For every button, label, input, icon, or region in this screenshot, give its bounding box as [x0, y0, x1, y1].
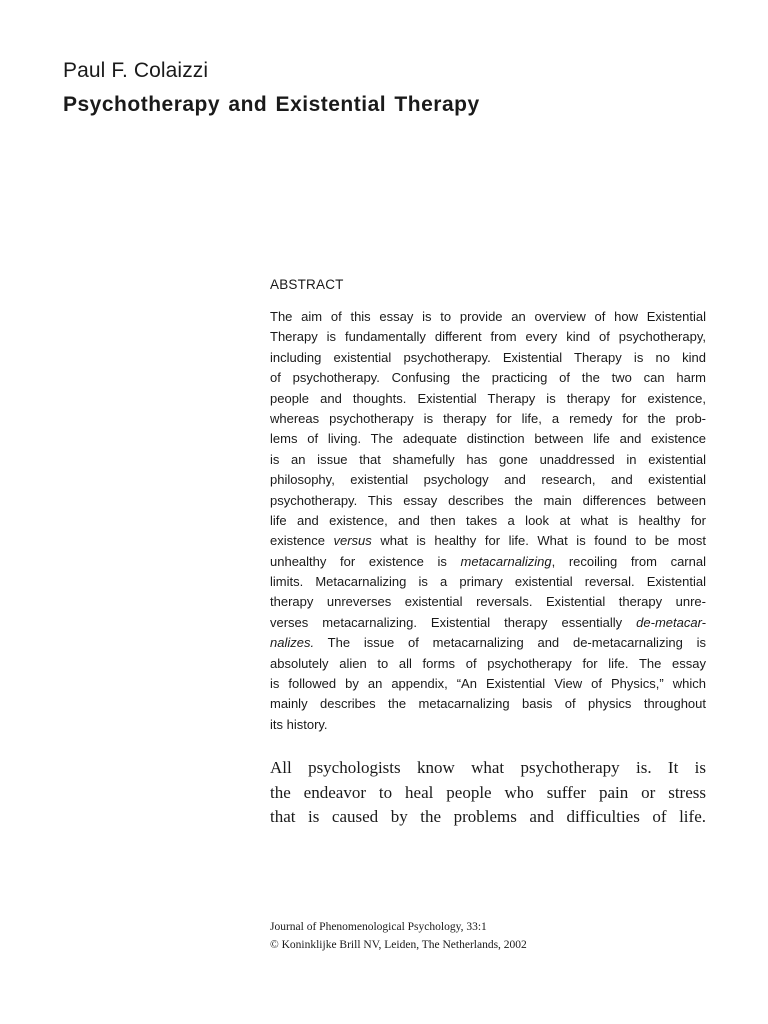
abstract-text: people and thoughts. Existential Therapy is therapy for existence, — [270, 390, 706, 406]
abstract-line — [270, 654, 706, 674]
abstract-italic-text: versus — [333, 533, 372, 549]
abstract-line — [270, 409, 706, 429]
abstract-text: lems of living. The adequate distinction between life and existence — [270, 431, 706, 447]
abstract-text: life and existence, and then takes a look at what is healthy for — [270, 512, 706, 528]
abstract-text: is followed by an appendix, “An Existential View of Physics,” which — [270, 676, 706, 692]
intro-line: the endeavor to heal people who suffer pain or stress — [270, 782, 706, 802]
abstract-line — [270, 429, 706, 449]
abstract-line — [270, 674, 706, 694]
abstract-italic-text: de-metacar- — [636, 614, 706, 630]
abstract-text: The aim of this essay is to provide an overview of how Existential — [270, 309, 706, 324]
abstract-line — [270, 633, 706, 653]
abstract-text: The issue of metacarnalizing and de-metacarnalizing is — [314, 635, 706, 651]
abstract-text: whereas psychotherapy is therapy for life, a remedy for the prob- — [270, 410, 706, 426]
abstract-heading: ABSTRACT — [270, 277, 344, 292]
author-name: Paul F. Colaizzi — [63, 59, 209, 82]
abstract-text: limits. Metacarnalizing is a primary existential reversal. Existential — [270, 574, 706, 590]
abstract-line — [270, 552, 706, 572]
abstract-text: its history. — [270, 716, 328, 732]
abstract-line — [270, 531, 706, 551]
abstract-text: unhealthy for existence is — [270, 553, 461, 569]
abstract-line — [270, 389, 706, 409]
abstract-body — [270, 307, 706, 735]
abstract-text: mainly describes the metacarnalizing basis of physics throughout — [270, 696, 706, 712]
abstract-line — [270, 368, 706, 388]
abstract-text: absolutely alien to all forms of psychotherapy for life. The essay — [270, 655, 706, 671]
abstract-text: verses metacarnalizing. Existential therapy essentially — [270, 614, 637, 630]
article-title: Psychotherapy and Existential Therapy — [63, 93, 480, 116]
abstract-text: psychotherapy. This essay describes the main differences between — [270, 492, 706, 508]
abstract-text: Therapy is fundamentally different from every kind of psychotherapy, — [270, 329, 706, 345]
abstract-italic-text: metacarnalizing — [460, 553, 552, 569]
abstract-line — [270, 307, 706, 327]
abstract-line — [270, 592, 706, 612]
abstract-line — [270, 450, 706, 470]
journal-citation: Journal of Phenomenological Psychology, 33:1 — [270, 921, 487, 933]
abstract-text: existence — [270, 533, 334, 549]
journal-footer — [270, 918, 527, 954]
abstract-line — [270, 327, 706, 347]
abstract-line — [270, 715, 706, 735]
abstract-line — [270, 613, 706, 633]
abstract-text: of psychotherapy. Confusing the practicing of the two can harm — [270, 370, 706, 386]
abstract-text: what is healthy for life. What is found to be most — [371, 533, 706, 549]
abstract-italic-text: nalizes. — [270, 635, 315, 651]
abstract-text: therapy unreverses existential reversals. Existential therapy unre- — [270, 594, 706, 610]
abstract-line — [270, 511, 706, 531]
intro-line: that is caused by the problems and difficulties of life. — [270, 807, 706, 826]
abstract-line — [270, 572, 706, 592]
copyright-notice: © Koninklijke Brill NV, Leiden, The Netherlands, 2002 — [270, 939, 527, 951]
abstract-text: philosophy, existential psychology and research, and existential — [270, 472, 706, 488]
intro-paragraph — [270, 756, 706, 830]
abstract-line — [270, 694, 706, 714]
abstract-line — [270, 491, 706, 511]
abstract-text: including existential psychotherapy. Existential Therapy is no kind — [270, 349, 706, 365]
abstract-line — [270, 470, 706, 490]
abstract-text: is an issue that shamefully has gone unaddressed in existential — [270, 451, 706, 467]
intro-line: All psychologists know what psychotherapy is. It is — [270, 758, 706, 777]
abstract-line — [270, 348, 706, 368]
abstract-text: , recoiling from carnal — [551, 553, 706, 569]
